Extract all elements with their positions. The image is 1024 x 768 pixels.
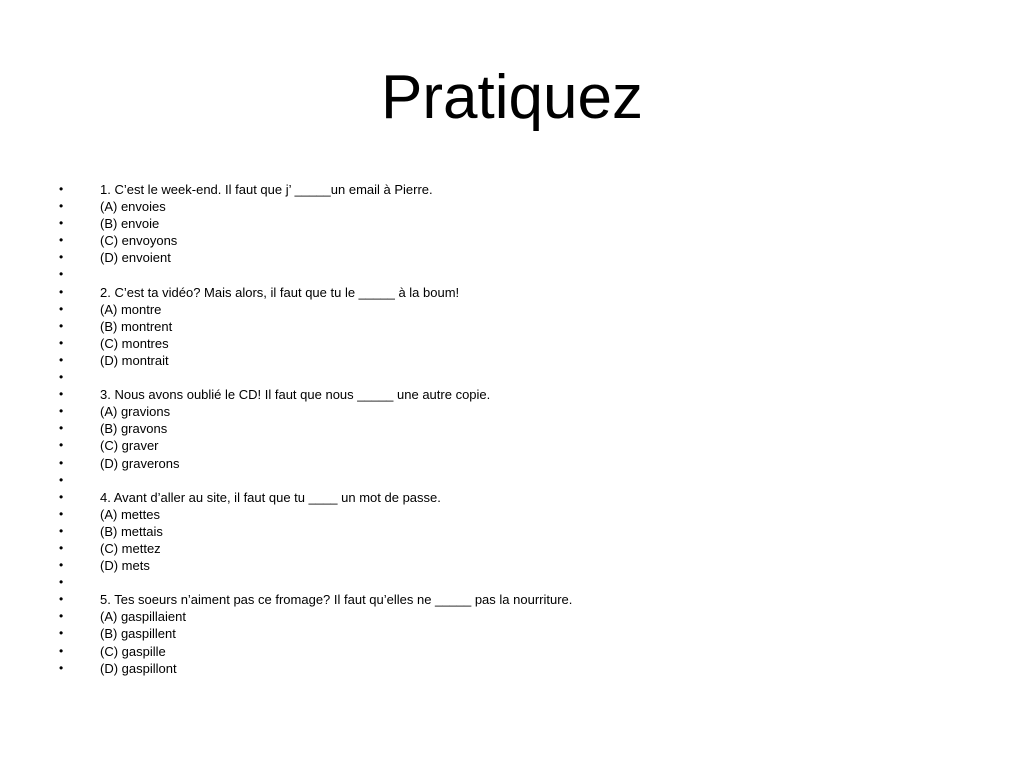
list-item-text: (B) montrent — [100, 318, 173, 334]
bullet-icon: • — [59, 472, 64, 487]
list-item-text: (C) montres — [100, 335, 169, 351]
bullet-icon: • — [59, 352, 64, 367]
list-item-text: (A) gravions — [100, 404, 171, 420]
list-item-text: (A) gaspillaient — [100, 609, 186, 625]
list-item-text: (C) envoyons — [100, 233, 178, 249]
list-item-text: (A) montre — [100, 301, 162, 317]
bullet-icon: • — [59, 523, 64, 538]
list-item-text: (D) envoient — [100, 250, 171, 266]
bullet-icon: • — [59, 540, 64, 555]
bullet-icon: • — [59, 199, 64, 214]
bullet-icon: • — [59, 609, 64, 624]
list-item-text: 5. Tes soeurs n’aiment pas ce fromage? Il faut qu’elles ne _____ pas la nourriture. — [100, 592, 573, 608]
list-item-text: (D) montrait — [100, 352, 169, 368]
bullet-icon: • — [59, 284, 64, 299]
bullet-icon: • — [59, 558, 64, 573]
bullet-icon: • — [59, 489, 64, 504]
list-item-text: (B) gravons — [100, 421, 168, 437]
list-item-text: 2. C’est ta vidéo? Mais alors, il faut que tu le _____ à la boum! — [100, 284, 460, 300]
bullet-icon: • — [59, 660, 64, 675]
bullet-icon: • — [59, 455, 64, 470]
list-item-text: (D) mets — [100, 558, 150, 574]
bullet-icon: • — [59, 370, 64, 385]
bullet-icon: • — [59, 592, 64, 607]
list-item-text: (C) mettez — [100, 540, 161, 556]
list-item-text: (C) graver — [100, 438, 159, 454]
list-item-text: (A) mettes — [100, 506, 160, 522]
slide-title: Pratiquez — [381, 63, 643, 132]
list-item-text: 3. Nous avons oublié le CD! Il faut que nous _____ une autre copie. — [100, 387, 491, 403]
list-item-text: 4. Avant d’aller au site, il faut que tu ____ un mot de passe. — [100, 489, 441, 505]
list-item-text: (A) envoies — [100, 199, 166, 215]
list-item-text: (D) gaspillont — [100, 660, 177, 676]
bullet-icon: • — [59, 575, 64, 590]
bullet-icon: • — [59, 182, 64, 196]
bullet-icon: • — [59, 335, 64, 350]
list-item-text: (B) mettais — [100, 523, 163, 539]
bullet-icon: • — [59, 387, 64, 402]
bullet-icon: • — [59, 404, 64, 419]
bullet-icon: • — [59, 643, 64, 658]
bullet-icon: • — [59, 318, 64, 333]
list-item-text: (D) graverons — [100, 455, 180, 471]
list-item-text: (C) gaspille — [100, 643, 166, 659]
bullet-icon: • — [59, 250, 64, 265]
bullet-icon: • — [59, 438, 64, 453]
list-item-text: (B) envoie — [100, 216, 160, 232]
bullet-icon: • — [59, 506, 64, 521]
list-item-text: (B) gaspillent — [100, 626, 176, 642]
bullet-icon: • — [59, 233, 64, 248]
list-item-text: 1. C’est le week-end. Il faut que j’ _____un email à Pierre. — [100, 182, 433, 197]
bullet-icon: • — [59, 267, 64, 282]
bullet-icon: • — [59, 301, 64, 316]
bullet-icon: • — [59, 626, 64, 641]
bullet-icon: • — [59, 421, 64, 436]
bullet-icon: • — [59, 216, 64, 231]
